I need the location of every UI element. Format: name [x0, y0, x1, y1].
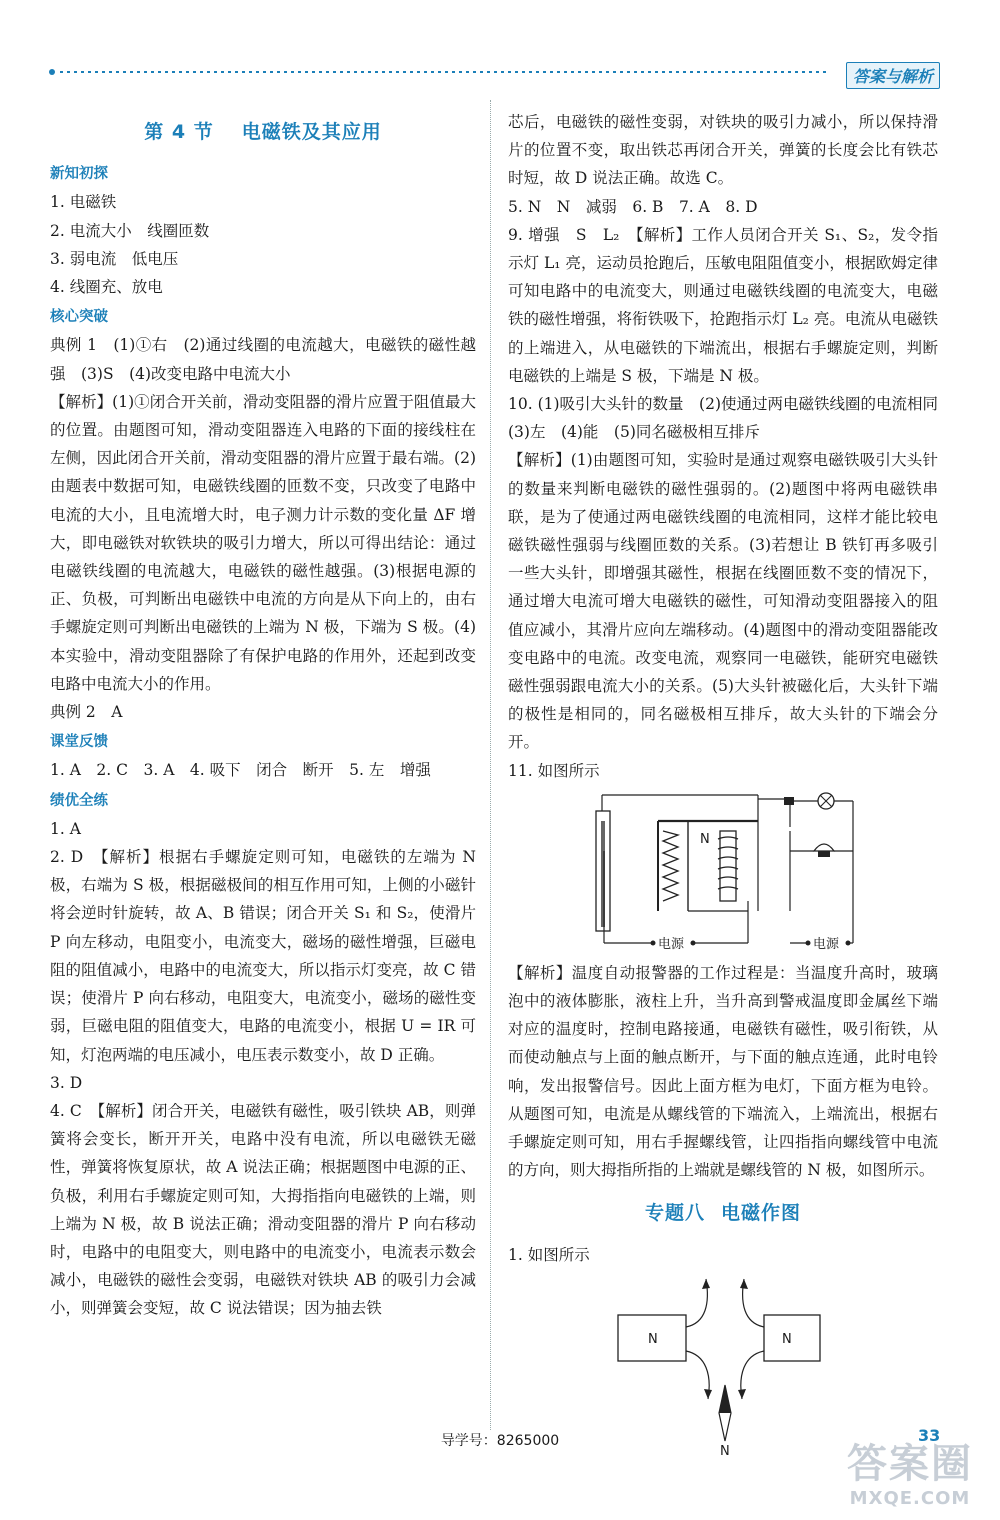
- subheading-hexin: 核心突破: [50, 309, 108, 326]
- page-number: 33: [918, 1426, 941, 1445]
- power-source-1-label: 电源: [658, 936, 685, 951]
- left-magnet-pole: N: [648, 1331, 658, 1347]
- power-source-1: [651, 936, 696, 951]
- question-2: 2. D 【解析】根据右手螺旋定则可知，电磁铁的左端为 N 极，右端为 S 极，根据磁极间的相互作用可知，上侧的小磁针将会逆时针旋转，故 A、B 错误；闭合开关 S₁ 和 S₂，使滑片 P 向左移动，电阻变小，电流变大，磁场的磁性增强，巨磁电阻的阻值减小，电路中的电流变大，所以指示灯变亮，故 C 错误；使滑片 P 向右移动，电阻变大，电流变小，磁场的磁性变弱，巨磁电阻的阻值变大，电路的电流变小，根据 U = IR 可知，灯泡两端的电压减小，电压表示数变小，故 D 正确。: [50, 848, 476, 1064]
- question-10-analysis: 【解析】(1)由题图可知，实验时是通过观察电磁铁吸引大头针的数量来判断电磁铁的磁性强弱的。(2)题图中将两电磁铁串联，是为了使通过两电磁铁线圈的电流相同，这样才能比较电磁铁磁性强弱与线圈匝数的关系。(3)若想让 B 铁钉再多吸引一些大头针，即增强其磁性，根据在线圈匝数不变的情况下，通过增大电流可增大电磁铁的磁性，可知滑动变阻器接入的阻值应减小，其滑片应向左端移动。(4)题图中的滑动变阻器能改变电路中的电流。改变电流，观察同一电磁铁，能研究电磁铁磁性强弱跟电流大小的关系。(5)大头针被磁化后，大头针下端的极性是相同的，同名磁极相互排斥，故大头针的下端会分开。: [508, 451, 938, 752]
- ketang-answers: 1. A 2. C 3. A 4. 吸下 闭合 断开 5. 左 增强: [50, 761, 431, 780]
- thermometer: [596, 795, 610, 931]
- footer-guide-number: 导学号：8265000: [440, 1433, 560, 1449]
- topic-name: 电磁作图: [721, 1201, 802, 1224]
- topic-title: [508, 1199, 938, 1227]
- power-source-2: [806, 936, 851, 951]
- right-column: [508, 108, 954, 1463]
- subheading-jiyou: 绩优全练: [50, 792, 108, 809]
- topic-number: 专题八: [644, 1201, 705, 1224]
- electromagnet-coil: [700, 831, 738, 901]
- coil-pole-label: N: [700, 831, 710, 847]
- subheading-ketang: 课堂反馈: [50, 734, 108, 751]
- header-section-tag: 答案与解析: [846, 62, 940, 89]
- header-dotted-rule: [48, 68, 828, 76]
- watermark-domain: MXQE.COM: [849, 1488, 971, 1509]
- xinzhi-item-4: 4. 线圈充、放电: [50, 278, 163, 297]
- question-1: 1. A: [50, 819, 81, 838]
- right-magnet: [764, 1315, 820, 1361]
- power-source-2-label: 电源: [813, 936, 840, 951]
- section-name: 电磁铁及其应用: [241, 121, 382, 143]
- section-number: 第 4 节: [144, 121, 214, 143]
- example-1-answer: 典例 1 (1)①右 (2)通过线圈的电流越大，电磁铁的磁性越强 (3)S (4)改变电路中电流大小: [50, 336, 476, 383]
- question-10-answer: 10. (1)吸引大头针的数量 (2)使通过两电磁铁线圈的电流相同 (3)左 (4)能 (5)同名磁极相互排斥: [508, 395, 954, 442]
- section-title: [50, 118, 476, 146]
- question-9: 9. 增强 S L₂ 【解析】工作人员闭合开关 S₁、S₂，发令指示灯 L₁ 亮，运动员抢跑后，压敏电阻阻值变小，根据欧姆定律可知电路中的电流变大，则通过电磁铁线圈的电流变大，电磁铁的磁性增强，将衔铁吸下，抢跑指示灯 L₂ 亮。电流从电磁铁的上端进入，从电磁铁的下端流出，根据右手螺旋定则，判断电磁铁的上端是 S 极，下端是 N 极。: [508, 225, 938, 385]
- right-magnet-pole: N: [782, 1331, 792, 1347]
- xinzhi-item-2: 2. 电流大小 线圈匝数: [50, 221, 210, 240]
- question-4: 4. C 【解析】闭合开关，电磁铁有磁性，吸引铁块 AB，则弹簧将会变长，断开开关，电路中没有电流，所以电磁铁无磁性，弹簧将恢复原状，故 A 说法正确；根据题图中电源的正、负极，利用右手螺旋定则可知，大拇指指向电磁铁的上端，则上端为 N 极，故 B 说法正确；滑动变阻器的滑片 P 向右移动时，电路中的电阻变大，则电路中的电流变小，电流表示数会减小，电磁铁的磁性会变弱，电磁铁对铁块 AB 的吸引力会减小，则弹簧会变短，故 C 说法错误；因为抽去铁: [50, 1101, 476, 1318]
- xinzhi-item-1: 1. 电磁铁: [50, 193, 117, 212]
- watermark-text: 答案圈: [847, 1441, 973, 1487]
- left-magnet: [618, 1315, 686, 1361]
- column-divider: [490, 100, 491, 1430]
- field-lines: [686, 1279, 764, 1399]
- question-11: 11. 如图所示: [508, 761, 600, 780]
- subheading-xinzhi: 新知初探: [50, 166, 108, 183]
- working-circuit: [758, 793, 853, 943]
- watermark-logo: [830, 1440, 990, 1516]
- questions-5-8: 5. N N 减弱 6. B 7. A 8. D: [508, 197, 758, 216]
- needle-pole: N: [720, 1443, 730, 1455]
- figure-11-alarm-circuit: [508, 791, 938, 951]
- question-3: 3. D: [50, 1073, 83, 1092]
- question-11-analysis: 【解析】温度自动报警器的工作过程是：当温度升高时，玻璃泡中的液体膨胀，液柱上升，当升高到警戒温度即金属丝下端对应的温度时，控制电路接通，电磁铁有磁性，吸引衔铁，从而使动触点与上面的触点断开，与下面的触点连通，此时电铃响，发出报警信号。因此上面方框为电灯，下面方框为电铃。从题图可知，电流是从螺线管的下端流入，上端流出，根据右手螺旋定则可知，用右手握螺线管，让四指指向螺线管中电流的方向，则大拇指所指的上端就是螺线管的 N 极，如图所示。: [508, 963, 938, 1180]
- example-2-answer: 典例 2 A: [50, 703, 123, 722]
- xinzhi-item-3: 3. 弱电流 低电压: [50, 249, 179, 268]
- figure-magnet-field: [508, 1275, 941, 1455]
- left-column: [50, 108, 476, 1323]
- question-4-continued: 芯后，电磁铁的磁性变弱，对铁块的吸引力减小，所以保持滑片的位置不变，取出铁芯再闭合开关，弹簧的长度会比有铁芯时短，故 D 说法正确。故选 C。: [508, 113, 938, 188]
- topic-question-1: 1. 如图所示: [508, 1245, 590, 1264]
- example-1-analysis: 【解析】(1)①闭合开关前，滑动变阻器的滑片应置于阻值最大的位置。由题图可知，滑动变阻器连入电路的下面的接线柱在左侧，因此闭合开关前，滑动变阻器的滑片应置于最右端。(2)由题表中数据可知，电磁铁线圈的匝数不变，只改变了电路中电流的大小，且电流增大时，电子测力计示数的变化量 ΔF 增大，即电磁铁对软铁块的吸引力增大，所以可得出结论：通过电磁铁线圈的电流越大，电磁铁的磁性越强。(3)根据电源的正、负极，可判断出电磁铁中电流的方向是从下向上的，由右手螺旋定则可判断出电磁铁的上端为 N 极，下端为 S 极。(4)本实验中，滑动变阻器除了有保护电路的作用外，还起到改变电路中电流大小的作用。: [50, 392, 476, 693]
